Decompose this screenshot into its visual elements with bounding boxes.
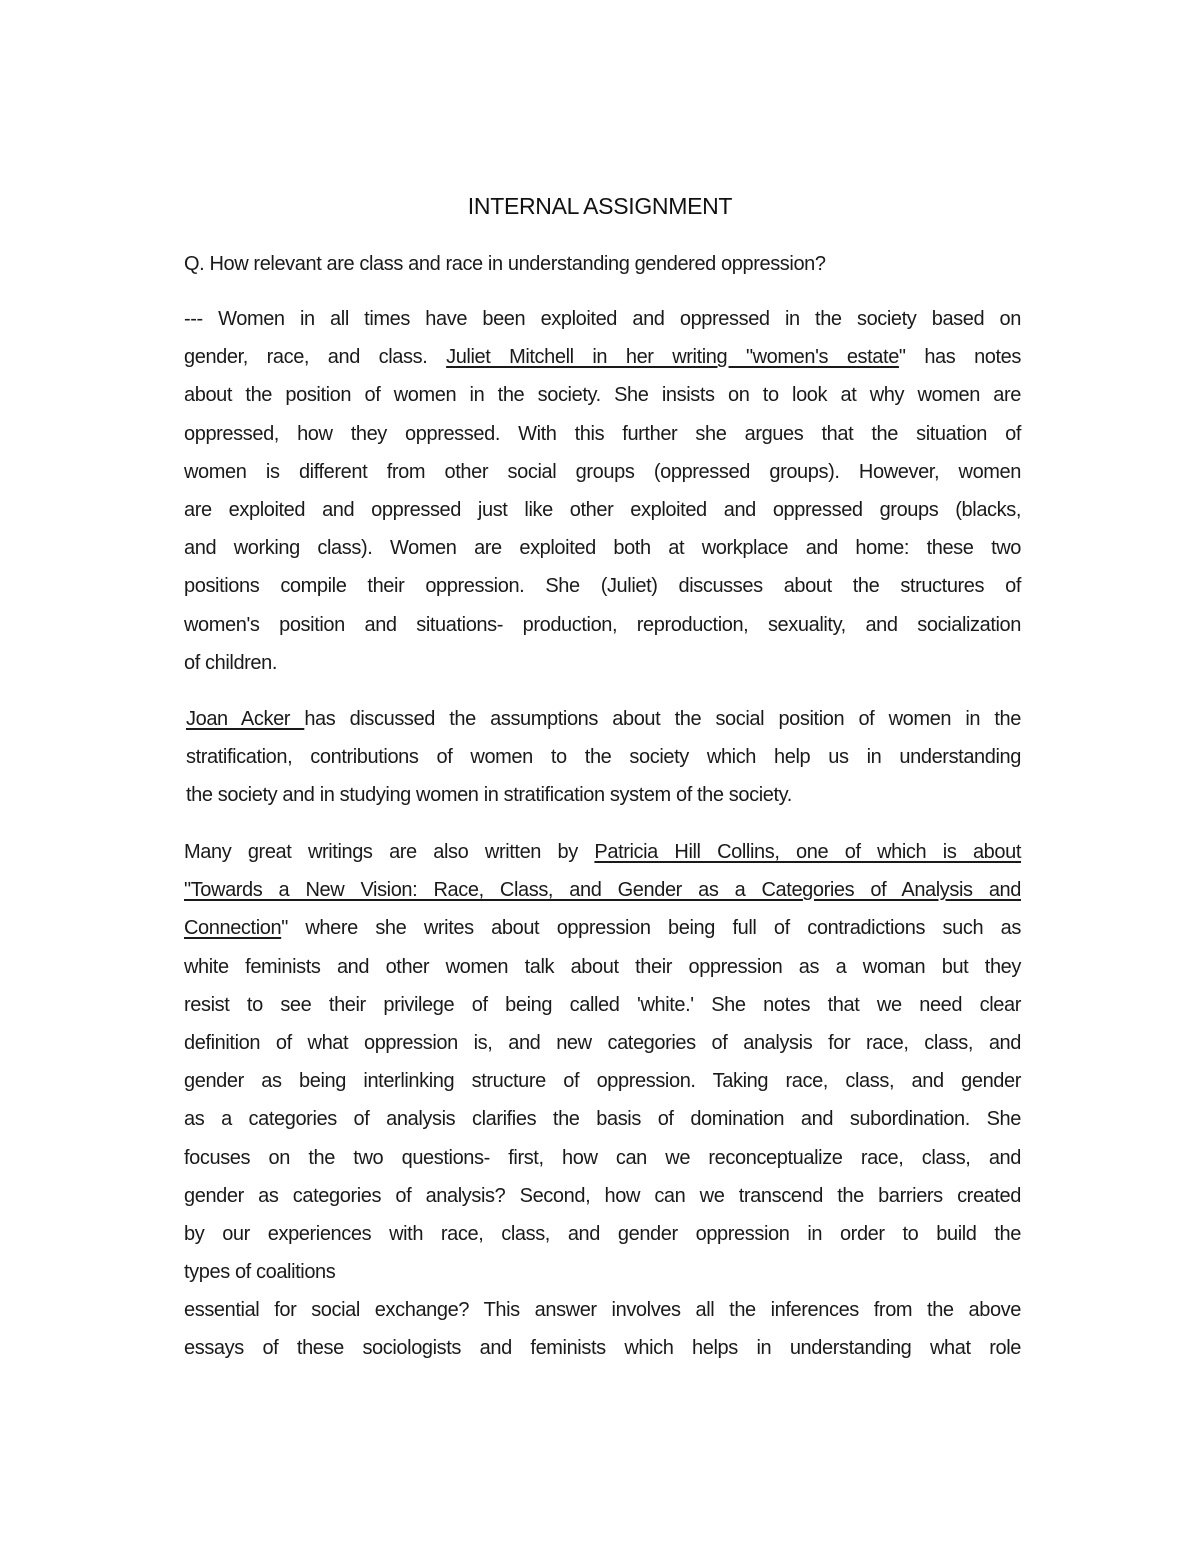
- text-segment: women is different from other social groups (oppressed groups). However, women: [184, 460, 1021, 483]
- text-line: [184, 650, 1021, 688]
- text-line: [186, 782, 1021, 820]
- text-segment: definition of what oppression is, and new categories of analysis for race, class, and: [184, 1031, 1021, 1054]
- text-segment: resist to see their privilege of being called 'white.' She notes that we need clear: [184, 993, 1021, 1016]
- text-line: [184, 535, 1021, 573]
- text-segment: gender as categories of analysis? Second, how can we transcend the barriers created: [184, 1184, 1021, 1207]
- text-segment: focuses on the two questions- first, how can we reconceptualize race, class, and: [184, 1146, 1021, 1169]
- text-segment: essential for social exchange? This answer involves all the inferences from the above: [184, 1299, 1021, 1322]
- text-line: [184, 306, 1021, 344]
- text-line: [184, 1259, 1021, 1297]
- text-segment: gender as being interlinking structure of oppression. Taking race, class, and gender: [184, 1070, 1021, 1093]
- text-segment: " has notes: [898, 346, 1021, 369]
- text-segment: Many great writings are also written by: [184, 841, 595, 863]
- text-segment: and working class). Women are exploited both at workplace and home: these two: [184, 537, 1021, 560]
- text-line: [184, 573, 1021, 611]
- assignment-question: Q. How relevant are class and race in understanding gendered oppression?: [184, 253, 826, 275]
- text-segment: are exploited and oppressed just like other exploited and oppressed groups (blacks,: [184, 498, 1021, 521]
- text-line: [184, 1297, 1021, 1335]
- text-segment: about the position of women in the society. She insists on to look at why women are: [184, 384, 1021, 407]
- text-segment: the society and in studying women in stratification system of the society.: [186, 784, 792, 807]
- text-segment: gender, race, and class.: [184, 346, 447, 369]
- text-segment: women's position and situations- production, reproduction, sexuality, and socialization: [184, 613, 1021, 636]
- text-line: [184, 1106, 1021, 1144]
- text-segment: essays of these sociologists and feminists which helps in understanding what role: [184, 1337, 1021, 1360]
- text-segment: --- Women in all times have been exploited and oppressed in the society based on: [184, 308, 1021, 330]
- text-line: [184, 954, 1021, 992]
- underlined-reference: Joan Acker: [186, 708, 305, 730]
- text-line: [184, 1221, 1021, 1259]
- text-line: [184, 612, 1021, 650]
- text-line: [184, 497, 1021, 535]
- text-segment: stratification, contributions of women to the society which help us in understanding: [186, 746, 1021, 769]
- text-segment: oppressed, how they oppressed. With this further she argues that the situation of: [184, 422, 1021, 445]
- text-segment: by our experiences with race, class, and gender oppression in order to build the: [184, 1222, 1021, 1245]
- text-line: [184, 839, 1021, 877]
- page-title: INTERNAL ASSIGNMENT: [467, 193, 733, 219]
- text-segment: " where she writes about oppression being full of contradictions such as: [281, 917, 1021, 940]
- underlined-reference: Juliet Mitchell in her writing "women's estate: [446, 346, 899, 369]
- text-segment: of children.: [184, 651, 278, 674]
- text-line: [186, 744, 1021, 782]
- text-line: [184, 877, 1021, 915]
- text-line: [184, 382, 1021, 420]
- text-line: [184, 915, 1021, 953]
- text-segment: types of coalitions: [184, 1261, 336, 1284]
- text-line: [184, 1183, 1021, 1221]
- text-segment: as a categories of analysis clarifies the basis of domination and subordination. She: [184, 1108, 1021, 1131]
- underlined-reference: Connection: [184, 917, 282, 940]
- text-line: [184, 421, 1021, 459]
- text-segment: white feminists and other women talk about their oppression as a woman but they: [184, 955, 1021, 978]
- text-line: [186, 706, 1021, 744]
- text-line: [184, 1030, 1021, 1068]
- text-line: [184, 1068, 1021, 1106]
- paragraph-patricia-hill-collins: [184, 839, 1021, 1374]
- text-line: [184, 459, 1021, 497]
- underlined-reference: Patricia Hill Collins, one of which is about: [594, 841, 1022, 863]
- text-line: [184, 992, 1021, 1030]
- text-line: [184, 344, 1021, 382]
- paragraph-juliet-mitchell: [184, 306, 1021, 688]
- text-segment: has discussed the assumptions about the social position of women in the: [304, 708, 1021, 730]
- underlined-reference: "Towards a New Vision: Race, Class, and Gender as a Categories of Analysis and: [184, 879, 1021, 902]
- text-line: [184, 1335, 1021, 1373]
- text-line: [184, 1145, 1021, 1183]
- paragraph-joan-acker: [186, 706, 1021, 821]
- text-segment: positions compile their oppression. She (Juliet) discusses about the structures of: [184, 575, 1021, 598]
